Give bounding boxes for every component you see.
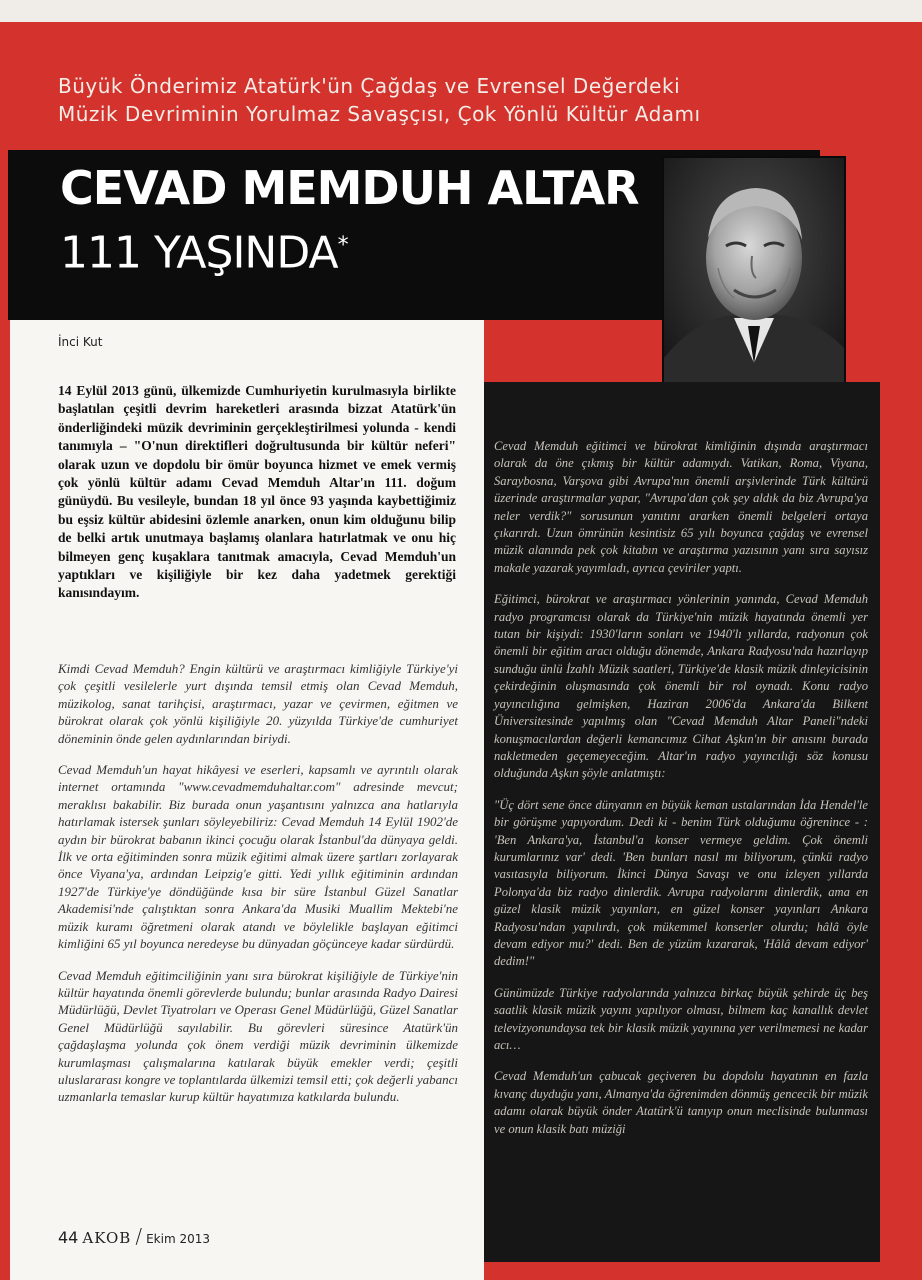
article-title: CEVAD MEMDUH ALTAR	[60, 161, 639, 215]
page-number: 44	[58, 1228, 79, 1247]
footer-divider: /	[135, 1224, 143, 1248]
article-kicker	[58, 72, 858, 128]
footnote-asterisk: *	[337, 233, 348, 258]
body-paragraph: Eğitimci, bürokrat ve araştırmacı yönlerinin yanında, Cevad Memduh radyo programcısı olarak da Türkiye'nin müzik hayatında önemli yer tutan bir kişiydi: 1930'ların sonları ve 1940'lı yıllarda, radyonun çok önemli bir eğitim aracı olduğu dönemde, Ankara Radyosu'nda hazırlayıp sunduğu ünlü İzahlı Müzik saatleri, Türkiye'de klasik müzik dinleyicisinin çekirdeğinin oluşmasında çok önemli bir rol oynadı. Konu radyo yayıncılığına gelmişken, Haziran 2006'da Ankara'da Bilkent Üniversitesinde yapılmış olan "Cevad Memduh Altar Paneli"ndeki konuşmacılardan değerli kemancımız Cihat Aşkın'ın bir anısını burada nakletmeden geçemeyeceğim. Altar'ın radyo yayıncılığı söz konusu olduğunda Aşkın şöyle anlatmıştı:	[494, 592, 868, 781]
article-subtitle	[60, 220, 348, 280]
page-top-margin	[0, 0, 922, 22]
page-footer	[58, 1224, 210, 1248]
kicker-line-2: Müzik Devriminin Yorulmaz Savaşçısı, Çok Yönlü Kültür Adamı	[58, 102, 701, 126]
body-paragraph: Cevad Memduh'un çabucak geçiveren bu dopdolu hayatının en fazla kıvanç duyduğu yanı, Almanya'da öğrenimden dönmüş gencecik bir müzik adamı olarak büyük önder Atatürk'ü tanıyıp onun meclisinde bulunması ve onun klasik batı müziği	[494, 1069, 868, 1136]
author-byline: İnci Kut	[58, 335, 103, 349]
body-paragraph: Cevad Memduh eğitimci ve bürokrat kimliğinin dışında araştırmacı olarak da öne çıkmış bir kültür adamıydı. Vatikan, Roma, Viyana, Saraybosna, Varşova gibi Avrupa'nın önemli arşivlerinde Türk kültürü üzerinde araştırmalar yapar, "Avrupa'dan çok şey aldık da biz Avrupa'ya neler verdik?" sorusunun yanıtını ararken önemli belgeleri ortaya çıkarırdı. Uzun ömrünün kesintisiz 65 yılı boyunca çağdaş ve evrensel müzik alanında pek çok kitabın ve araştırma yazısının yanı sıra sayısız makale yazarak yayımladı, ayrıca çeviriler yaptı.	[494, 439, 868, 575]
issue-date: Ekim 2013	[146, 1232, 210, 1246]
kicker-line-1: Büyük Önderimiz Atatürk'ün Çağdaş ve Evrensel Değerdeki	[58, 74, 681, 98]
portrait-photo	[662, 156, 846, 408]
lead-paragraph: 14 Eylül 2013 günü, ülkemizde Cumhuriyetin kurulmasıyla birlikte başlatılan çeşitli devrim hareketleri arasında bizzat Atatürk'ün önderliğindeki müzik devriminin gerçekleştirilmesi yolunda - kendi tanımıyla – "O'nun direktifleri doğrultusunda bir kültür neferi" olarak uzun ve dopdolu bir ömür boyunca hizmet ve emek vermiş çok yönlü kültür adamı Cevad Memduh Altar'ın 111. doğum günüydü. Bu vesileyle, bundan 18 yıl önce 93 yaşında kaybettiğimiz bu eşsiz kültür abidesini özlemle anarken, onun kim olduğunu bilip de belki artık unutmaya başlamış olanlara hatırlatmak ve onu hiç bilmeyen genç kuşaklara tanıtmak amacıyla, Cevad Memduh'un yaptıkları ve kişiliğiyle bir kez daha yadetmek gerektiği kanısındayım.	[58, 383, 456, 601]
right-body-column	[494, 438, 868, 1152]
portrait-illustration	[664, 158, 844, 406]
body-paragraph: Cevad Memduh eğitimciliğinin yanı sıra bürokrat kişiliğiyle de Türkiye'nin kültür hayatında önemli görevlerde bulundu; bunlar arasında Radyo Dairesi Müdürlüğü, Devlet Tiyatroları ve Operası Genel Müdürlüğü, Güzel Sanatlar Genel Müdürlüğü sayılabilir. Bu görevleri süresince Atatürk'ün çağdaşlaşma yolunda çok önem verdiği müzik devriminin ülkemizde kurumlaşması çalışmalarına katılarak büyük emekler verdi; çeşitli uluslararası kongre ve toplantılarda ülkemizi temsil etti; çok değerli yabancı uzmanlarla temaslar kurup kültür hayatımıza katkılarda bulundu.	[58, 967, 458, 1105]
magazine-name: AKOB	[82, 1229, 132, 1247]
left-body-column	[58, 660, 458, 1120]
subtitle-text: 111 YAŞINDA	[60, 227, 338, 279]
body-paragraph: Günümüzde Türkiye radyolarında yalnızca birkaç büyük şehirde üç beş saatlik klasik müzik yayını yapılıyor olması, bilmem kaç kanallık devlet televizyonundaysa tek bir klasik müzik yayınına yer verilmemesi ne kadar acı…	[494, 985, 868, 1052]
body-paragraph: Kimdi Cevad Memduh? Engin kültürü ve araştırmacı kimliğiyle Türkiye'yi çok çeşitli vesilelerle yurt dışında temsil etmiş olan Cevad Memduh, müzikolog, sanat tarihçisi, araştırmacı, yazar ve çevirmen, eğitmen ve bürokrat olarak çok yönlü kişiliğiyle 20. yüzyılda Türkiye'de cumhuriyet döneminin önde gelen aydınlarından biriydi.	[58, 661, 458, 746]
quote-paragraph: "Üç dört sene önce dünyanın en büyük keman ustalarından İda Hendel'le bir görüşme yapıyordum. Dedi ki - benim Türk olduğumu öğrenince - : 'Ben Ankara'ya, İstanbul'a konser vermeye geldim. Çok önemli kurumlarınız var' dedi. 'Ben bunları nasıl mı biliyorum, çünkü radyo vasıtasıyla biliyorum. İkinci Dünya Savaşı ve onu izleyen yıllarda Polonya'da biz radyo dinlerdik. Avrupa radyolarını dinlerdik, ama en güzel klasik müzik yayınları, en güzel konser yayınları Ankara Radyosu'ndan yapılırdı, çok mükemmel konserler olurdu; hâlâ öyle devam ediyor mu?' dedi. Ben de yüzüm kızararak, 'Hâlâ devam ediyor' dedim!"	[494, 797, 868, 969]
body-paragraph: Cevad Memduh'un hayat hikâyesi ve eserleri, kapsamlı ve ayrıntılı olarak internet ortamında "www.cevadmemduhaltar.com" adresinde mevcut; meraklısı bakabilir. Biz burada onun yaşantısını yalnızca ana hatlarıyla hatırlamak istersek şunları söyleyebiliriz: Cevad Memduh 14 Eylül 1902'de aydın bir bürokrat babanın ikinci çocuğu olarak İstanbul'da dünyaya geldi. İlk ve orta eğitiminden sonra müzik eğitimi almak üzere şartları zorlayarak önce Viyana'ya, ardından Leipzig'e gitti. Yedi yıllık eğitiminin ardından 1927'de Türkiye'ye döndüğünde kısa bir süre İstanbul Güzel Sanatlar Akademisi'nde çalıştıktan sonra Ankara'da Musiki Muallim Mektebi'ne müzik kuramı öğretmeni olarak atandı ve böylelikle başlayan eğitimci kimliğini 65 yıl boyunca neredeyse bu dünyadan göçünceye kadar sürdürdü.	[58, 762, 458, 952]
